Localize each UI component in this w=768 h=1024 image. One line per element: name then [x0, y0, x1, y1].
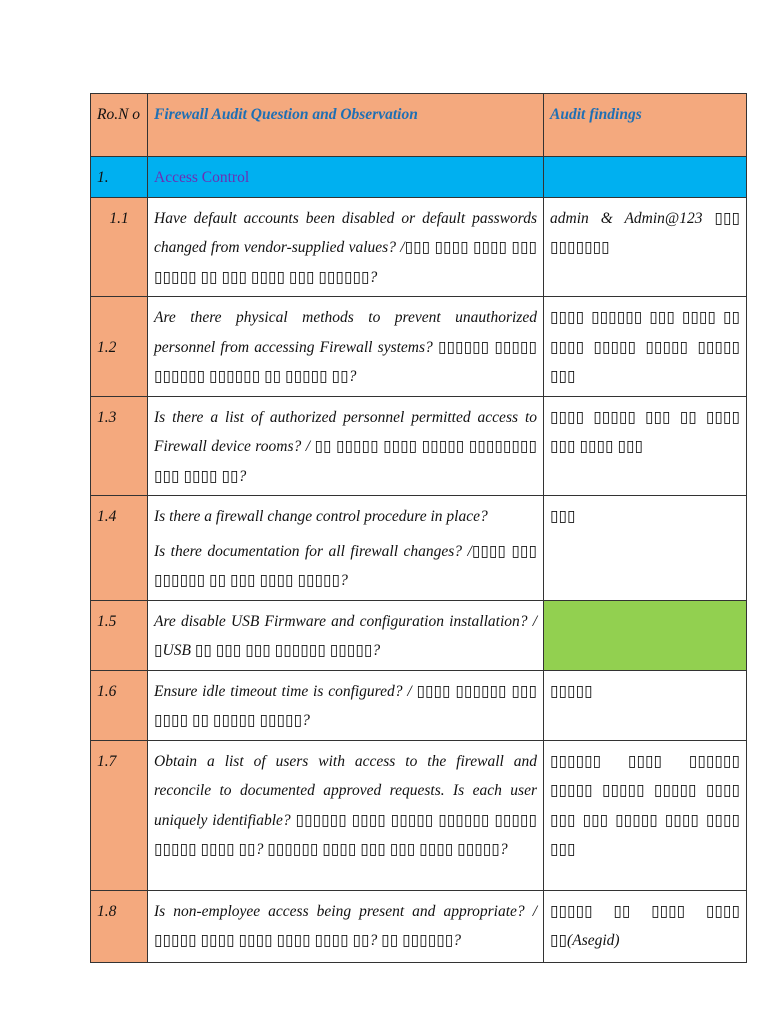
- header-row-number: Ro.N o: [91, 94, 148, 157]
- row-question: Are disable USB Firmware and configuration installation? /▯USB ▯▯ ▯▯▯ ▯▯▯ ▯▯▯▯▯▯ ▯▯▯▯▯?: [148, 600, 544, 670]
- row-question-part1: Is there a firewall change control procedure in place?: [154, 508, 488, 525]
- row-finding: ▯▯▯▯▯▯ ▯▯▯▯ ▯▯▯▯▯▯ ▯▯▯▯▯ ▯▯▯▯▯ ▯▯▯▯▯ ▯▯▯▯ ▯▯▯ ▯▯▯ ▯▯▯▯▯ ▯▯▯▯ ▯▯▯▯ ▯▯▯: [544, 740, 747, 890]
- row-number: 1.8: [91, 890, 148, 962]
- header-findings: Audit findings: [544, 94, 747, 157]
- row-question: Obtain a list of users with access to the firewall and reconcile to documented approved requests. Is each user uniquely identifiable? ▯▯▯▯▯▯ ▯▯▯▯ ▯▯▯▯▯ ▯▯▯▯▯▯ ▯▯▯▯▯ ▯▯▯▯▯ ▯▯▯▯ ▯▯? ▯▯▯▯▯▯ ▯▯▯▯ ▯▯▯ ▯▯▯ ▯▯▯▯ ▯▯▯▯▯?: [148, 740, 544, 890]
- row-question-part2: Is there documentation for all firewall changes? /▯▯▯▯ ▯▯▯ ▯▯▯▯▯▯ ▯▯ ▯▯▯ ▯▯▯▯ ▯▯▯▯▯?: [154, 542, 537, 589]
- table-row: [91, 600, 747, 670]
- row-question: Is there a list of authorized personnel permitted access to Firewall device rooms? / ▯▯ ▯▯▯▯▯ ▯▯▯▯ ▯▯▯▯▯ ▯▯▯▯▯▯▯▯ ▯▯▯ ▯▯▯▯ ▯▯?: [148, 396, 544, 496]
- row-number: 1.4: [91, 496, 148, 601]
- table-row: [91, 297, 747, 397]
- firewall-audit-table: [90, 93, 747, 963]
- row-question: Is non-employee access being present and appropriate? / ▯▯▯▯▯ ▯▯▯▯ ▯▯▯▯ ▯▯▯▯ ▯▯▯▯ ▯▯? ▯▯ ▯▯▯▯▯▯?: [148, 890, 544, 962]
- table-row: [91, 890, 747, 962]
- header-question: Firewall Audit Question and Observation: [148, 94, 544, 157]
- table-row: [91, 197, 747, 297]
- table-header-row: [91, 94, 747, 157]
- row-question: Ensure idle timeout time is configured? / ▯▯▯▯ ▯▯▯▯▯▯ ▯▯▯ ▯▯▯▯ ▯▯ ▯▯▯▯▯ ▯▯▯▯▯?: [148, 670, 544, 740]
- row-finding: admin & Admin@123 ▯▯▯ ▯▯▯▯▯▯▯: [544, 197, 747, 297]
- row-number: 1.2: [91, 297, 148, 397]
- row-finding: ▯▯▯▯ ▯▯▯▯▯▯ ▯▯▯ ▯▯▯▯ ▯▯ ▯▯▯▯ ▯▯▯▯▯ ▯▯▯▯▯ ▯▯▯▯▯ ▯▯▯: [544, 297, 747, 397]
- table-row: [91, 496, 747, 601]
- row-finding: ▯▯▯▯▯: [544, 670, 747, 740]
- table-row: [91, 396, 747, 496]
- row-number: 1.5: [91, 600, 148, 670]
- section-title: Access Control: [148, 157, 544, 198]
- row-finding: ▯▯▯: [544, 496, 747, 601]
- row-finding: ▯▯▯▯ ▯▯▯▯▯ ▯▯▯ ▯▯ ▯▯▯▯ ▯▯▯ ▯▯▯▯ ▯▯▯: [544, 396, 747, 496]
- section-number: 1.: [91, 157, 148, 198]
- row-question: Have default accounts been disabled or default passwords changed from vendor-supplied values? /▯▯▯ ▯▯▯▯ ▯▯▯▯ ▯▯▯ ▯▯▯▯▯ ▯▯ ▯▯▯ ▯▯▯▯ ▯▯▯ ▯▯▯▯▯▯?: [148, 197, 544, 297]
- section-row: [91, 157, 747, 198]
- row-number: 1.1: [91, 197, 148, 297]
- table-row: [91, 670, 747, 740]
- section-empty: [544, 157, 747, 198]
- row-finding: ▯▯▯▯▯ ▯▯ ▯▯▯▯ ▯▯▯▯ ▯▯(Asegid): [544, 890, 747, 962]
- row-finding-highlight: [544, 600, 747, 670]
- row-number: 1.6: [91, 670, 148, 740]
- row-number: 1.7: [91, 740, 148, 890]
- table-row: [91, 740, 747, 890]
- row-question: [148, 496, 544, 601]
- row-question: Are there physical methods to prevent unauthorized personnel from accessing Firewall systems? ▯▯▯▯▯▯ ▯▯▯▯▯ ▯▯▯▯▯▯ ▯▯▯▯▯▯ ▯▯ ▯▯▯▯▯ ▯▯?: [148, 297, 544, 397]
- row-number: 1.3: [91, 396, 148, 496]
